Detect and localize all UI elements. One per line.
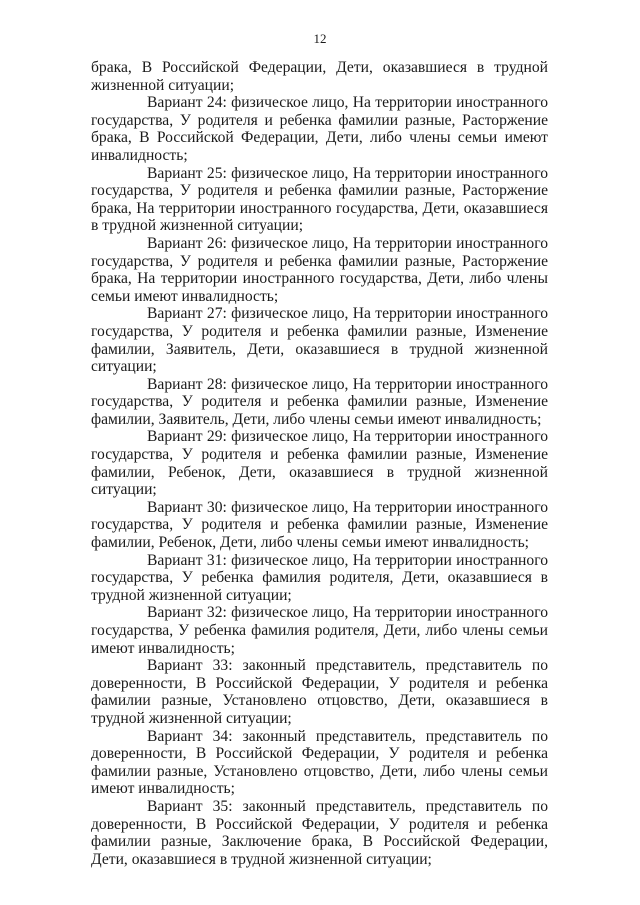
document-body	[91, 59, 548, 868]
paragraph-variant-34: Вариант 34: законный представитель, представитель по доверенности, В Российской Федерации, У родителя и ребенка фамилии разные, Установлено отцовство, Дети, либо члены семьи имеют инвалидность;	[91, 727, 548, 798]
page-number: 12	[313, 31, 327, 46]
paragraph-variant-26: Вариант 26: физическое лицо, На территории иностранного государства, У родителя и ребенка фамилии разные, Расторжение брака, На территории иностранного государства, Дети, либо члены семьи имеют инвалидность;	[91, 234, 548, 305]
paragraph-continuation: брака, В Российской Федерации, Дети, оказавшиеся в трудной жизненной ситуации;	[91, 59, 548, 94]
paragraph-variant-27: Вариант 27: физическое лицо, На территории иностранного государства, У родителя и ребенка фамилии разные, Изменение фамилии, Заявитель, Дети, оказавшиеся в трудной жизненной ситуации;	[91, 305, 548, 376]
paragraph-variant-29: Вариант 29: физическое лицо, На территории иностранного государства, У родителя и ребенка фамилии разные, Изменение фамилии, Ребенок, Дети, оказавшиеся в трудной жизненной ситуации;	[91, 428, 548, 499]
paragraph-variant-25: Вариант 25: физическое лицо, На территории иностранного государства, У родителя и ребенка фамилии разные, Расторжение брака, На территории иностранного государства, Дети, оказавшиеся в трудной жизненной ситуации;	[91, 164, 548, 235]
paragraph-variant-30: Вариант 30: физическое лицо, На территории иностранного государства, У родителя и ребенка фамилии разные, Изменение фамилии, Ребенок, Дети, либо члены семьи имеют инвалидность;	[91, 498, 548, 552]
paragraph-variant-33: Вариант 33: законный представитель, представитель по доверенности, В Российской Федерации, У родителя и ребенка фамилии разные, Установлено отцовство, Дети, оказавшиеся в трудной жизненной ситуации;	[91, 657, 548, 727]
paragraph-variant-32: Вариант 32: физическое лицо, На территории иностранного государства, У ребенка фамилия родителя, Дети, либо члены семьи имеют инвалидность;	[91, 604, 548, 657]
paragraph-variant-31: Вариант 31: физическое лицо, На территории иностранного государства, У ребенка фамилия родителя, Дети, оказавшиеся в трудной жизненной ситуации;	[91, 551, 548, 604]
paragraph-variant-35: Вариант 35: законный представитель, представитель по доверенности, В Российской Федерации, У родителя и ребенка фамилии разные, Заключение брака, В Российской Федерации, Дети, оказавшиеся в трудной жизненной ситуации;	[91, 797, 548, 868]
paragraph-variant-28: Вариант 28: физическое лицо, На территории иностранного государства, У родителя и ребенка фамилии разные, Изменение фамилии, Заявитель, Дети, либо члены семьи имеют инвалидность;	[91, 375, 548, 428]
paragraph-variant-24: Вариант 24: физическое лицо, На территории иностранного государства, У родителя и ребенка фамилии разные, Расторжение брака, В Российской Федерации, Дети, либо члены семьи имеют инвалидность;	[91, 94, 548, 164]
